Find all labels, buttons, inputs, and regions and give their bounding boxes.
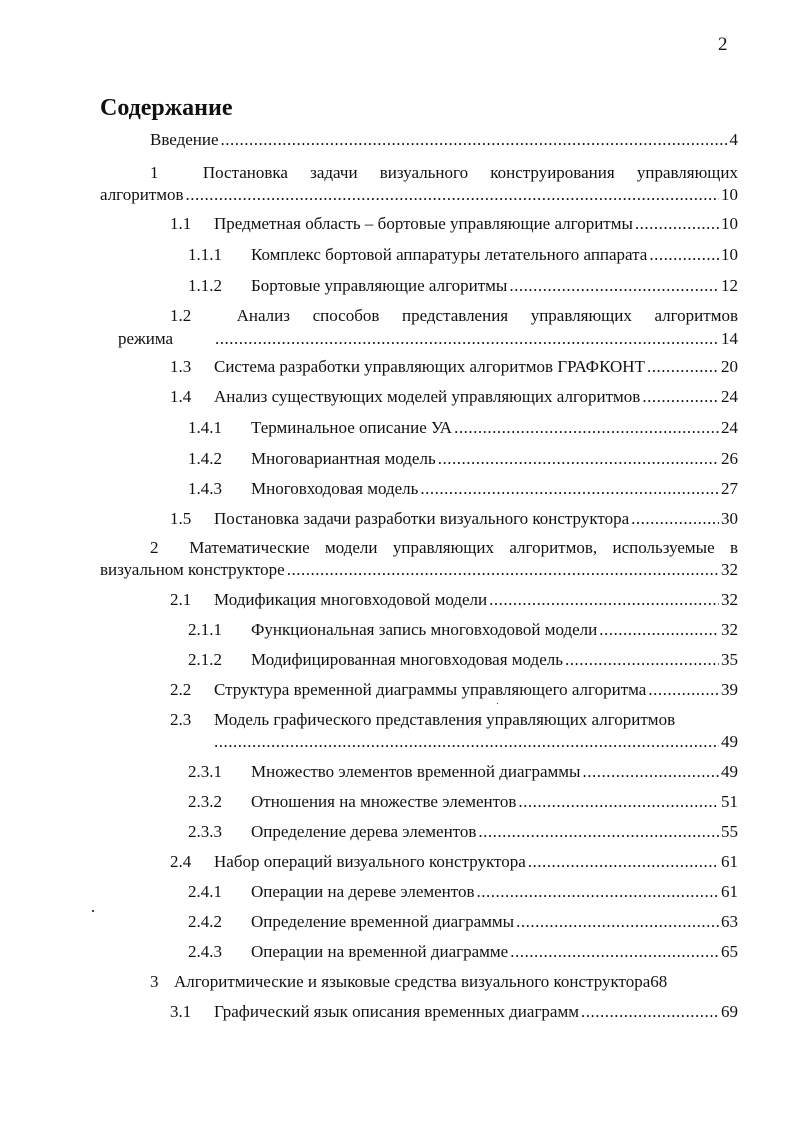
toc-leader-dots	[509, 276, 719, 296]
toc-entry[interactable]	[188, 245, 738, 265]
toc-entry-page: 10	[721, 214, 738, 233]
toc-entry-page: 20	[721, 357, 738, 376]
toc-entry-number: 1	[150, 163, 159, 182]
toc-leader-dots	[642, 387, 719, 407]
toc-leader-dots	[649, 245, 719, 265]
toc-entry-number: 1.4.3	[188, 479, 222, 498]
toc-entry[interactable]	[150, 538, 738, 558]
toc-leader-dots	[287, 560, 719, 580]
toc-entry-text: Алгоритмические и языковые средства визуального конструктора	[174, 972, 651, 991]
toc-entry-page: 61	[721, 882, 738, 901]
toc-entry[interactable]	[188, 418, 738, 438]
toc-entry-text: Графический язык описания временных диаграмм	[214, 1002, 579, 1021]
toc-entry-page: 49	[721, 732, 738, 751]
toc-entry-text: Многовходовая модель	[251, 479, 419, 498]
toc-entry[interactable]	[170, 387, 738, 407]
toc-leader-dots	[581, 1002, 719, 1022]
toc-entry-text: Определение временной диаграммы	[251, 912, 515, 931]
toc-entry[interactable]	[188, 650, 738, 670]
toc-entry[interactable]	[150, 972, 738, 992]
toc-entry-page: 65	[721, 942, 738, 961]
toc-leader-dots	[478, 822, 719, 842]
toc-entry-text: Постановка задачи разработки визуального конструктора	[214, 509, 630, 528]
toc-entry-page: 68	[650, 972, 668, 991]
toc-entry[interactable]	[188, 882, 738, 902]
toc-leader-dots	[438, 449, 719, 469]
toc-leader-dots	[528, 852, 719, 872]
toc-leader-dots	[599, 620, 719, 640]
toc-entry-number: 1.1.1	[188, 245, 222, 264]
toc-entry-text: Множество элементов временной диаграммы	[251, 762, 581, 781]
toc-entry-number: 2.3.1	[188, 762, 222, 781]
toc-entry-text: Отношения на множестве элементов	[251, 792, 517, 811]
toc-entry-page: 12	[721, 276, 738, 295]
toc-entry[interactable]	[188, 620, 738, 640]
toc-entry-page: 51	[721, 792, 738, 811]
toc-entry[interactable]	[170, 680, 738, 700]
toc-entry-text: алгоритмов	[100, 185, 184, 204]
toc-leader-dots	[582, 762, 719, 782]
toc-entry[interactable]	[188, 276, 738, 296]
toc-entry-number: 2	[150, 538, 159, 557]
toc-entry-number: 1.3	[170, 357, 192, 376]
toc-entry-number: 2.4.2	[188, 912, 222, 931]
toc-leader-dots	[214, 732, 719, 752]
toc-entry-text: режима	[118, 329, 174, 348]
toc-entry[interactable]	[170, 306, 738, 326]
toc-entry-number: 2.2	[170, 680, 192, 699]
toc-entry[interactable]	[150, 130, 738, 150]
toc-leader-dots	[420, 479, 719, 499]
toc-entry-number: 2.4	[170, 852, 192, 871]
toc-entry-text: Постановка задачи визуального конструирования управляющих	[202, 163, 738, 182]
scan-speck	[92, 910, 94, 912]
toc-entry-page: 24	[721, 418, 738, 437]
toc-entry-text: Система разработки управляющих алгоритмов ГРАФКОНТ	[214, 357, 645, 376]
toc-entry[interactable]	[170, 214, 738, 234]
toc-entry[interactable]	[188, 479, 738, 499]
toc-entry-number: 2.3.3	[188, 822, 222, 841]
toc-entry-text: Операции на дереве элементов	[251, 882, 475, 901]
toc-leader-dots	[221, 130, 728, 150]
page-number: 2	[718, 34, 728, 55]
toc-entry-continuation[interactable]	[100, 560, 738, 580]
toc-entry-text: Функциональная запись многовходовой модели	[251, 620, 598, 639]
toc-entry-number: 2.3.2	[188, 792, 222, 811]
toc-entry-number: 1.2	[170, 306, 192, 325]
toc-entry-page: 14	[721, 329, 738, 348]
toc-entry[interactable]	[170, 852, 738, 872]
toc-entry-text: Многовариантная модель	[251, 449, 436, 468]
toc-entry-page: 55	[721, 822, 738, 841]
toc-entry[interactable]	[188, 449, 738, 469]
scan-speck	[497, 703, 498, 704]
toc-entry-page: 32	[721, 560, 738, 579]
toc-entry-number: 1.4.1	[188, 418, 222, 437]
toc-entry-text: Модифицированная многовходовая модель	[251, 650, 563, 669]
toc-leader-dots	[510, 942, 719, 962]
toc-entry-text: Введение	[150, 130, 219, 149]
toc-entry-page: 32	[721, 620, 738, 639]
toc-entry-page: 4	[729, 130, 738, 149]
toc-entry-number: 2.4.1	[188, 882, 222, 901]
toc-entry-number: 3.1	[170, 1002, 192, 1021]
toc-leader-dots	[215, 329, 719, 349]
toc-entry-number: 2.1	[170, 590, 192, 609]
toc-entry-number: 1.4.2	[188, 449, 222, 468]
toc-entry-text: Анализ существующих моделей управляющих алгоритмов	[214, 387, 641, 406]
toc-entry-page: 35	[721, 650, 738, 669]
toc-entry-text: Математические модели управляющих алгоритмов, используемые в	[189, 538, 738, 557]
toc-entry-text: Модель графического представления управляющих алгоритмов	[214, 710, 676, 729]
toc-leader-dots	[186, 185, 719, 205]
toc-entry[interactable]	[188, 762, 738, 782]
toc-entry[interactable]	[188, 792, 738, 812]
toc-leader-dots	[635, 214, 719, 234]
toc-entry-text: Модификация многовходовой модели	[214, 590, 488, 609]
toc-entry-text: Структура временной диаграммы управляющего алгоритма	[214, 680, 647, 699]
toc-entry-number: 3	[150, 972, 159, 991]
toc-entry-page: 26	[721, 449, 738, 468]
toc-entry-page: 39	[721, 680, 738, 699]
toc-entry-page: 24	[721, 387, 738, 406]
toc-entry-number: 1.1	[170, 214, 192, 233]
toc-entry-text: Комплекс бортовой аппаратуры летательного аппарата	[251, 245, 648, 264]
toc-leader-dots	[631, 509, 719, 529]
toc-entry[interactable]	[170, 710, 738, 730]
toc-leader-dots	[648, 680, 719, 700]
toc-entry-continuation[interactable]	[214, 732, 738, 752]
toc-entry-number: 2.1.2	[188, 650, 222, 669]
toc-entry-text: визуальном конструкторе	[100, 560, 285, 579]
toc-leader-dots	[565, 650, 719, 670]
toc-entry-text: Терминальное описание УА	[251, 418, 453, 437]
toc-entry-page: 30	[721, 509, 738, 528]
toc-entry[interactable]	[188, 822, 738, 842]
toc-entry-page: 32	[721, 590, 738, 609]
toc-entry-text: Бортовые управляющие алгоритмы	[251, 276, 508, 295]
toc-entry-page: 10	[721, 185, 738, 204]
toc-entry-text: Операции на временной диаграмме	[251, 942, 509, 961]
toc-entry-page: 69	[721, 1002, 738, 1021]
toc-leader-dots	[489, 590, 719, 610]
toc-entry[interactable]	[188, 942, 738, 962]
toc-entry-number: 2.1.1	[188, 620, 222, 639]
toc-entry-number: 1.4	[170, 387, 192, 406]
toc-entry-text: Предметная область – бортовые управляющие алгоритмы	[214, 214, 633, 233]
toc-entry-text: Набор операций визуального конструктора	[214, 852, 526, 871]
toc-entry[interactable]	[170, 1002, 738, 1022]
toc-entry-text: Определение дерева элементов	[251, 822, 477, 841]
toc-entry-continuation[interactable]	[100, 185, 738, 205]
toc-leader-dots	[516, 912, 719, 932]
toc-leader-dots	[454, 418, 719, 438]
toc-entry[interactable]	[150, 163, 738, 183]
toc-entry[interactable]	[170, 590, 738, 610]
toc-entry-continuation[interactable]	[118, 329, 738, 349]
toc-entry-number: 2.4.3	[188, 942, 222, 961]
toc-entry-page: 10	[721, 245, 738, 264]
toc-leader-dots	[518, 792, 719, 812]
page-title: Содержание	[100, 95, 233, 121]
toc-entry[interactable]	[188, 912, 738, 932]
toc-entry-number: 2.3	[170, 710, 192, 729]
toc-leader-dots	[477, 882, 719, 902]
toc-entry-page: 27	[721, 479, 738, 498]
toc-entry-page: 49	[721, 762, 738, 781]
toc-entry-text: Анализ способов представления управляющих алгоритмов	[236, 306, 738, 325]
toc-leader-dots	[647, 357, 719, 377]
toc-entry-number: 1.5	[170, 509, 192, 528]
toc-entry[interactable]	[170, 357, 738, 377]
toc-entry[interactable]	[170, 509, 738, 529]
toc-entry-page: 61	[721, 852, 738, 871]
toc-entry-number: 1.1.2	[188, 276, 222, 295]
toc-entry-page: 63	[721, 912, 738, 931]
